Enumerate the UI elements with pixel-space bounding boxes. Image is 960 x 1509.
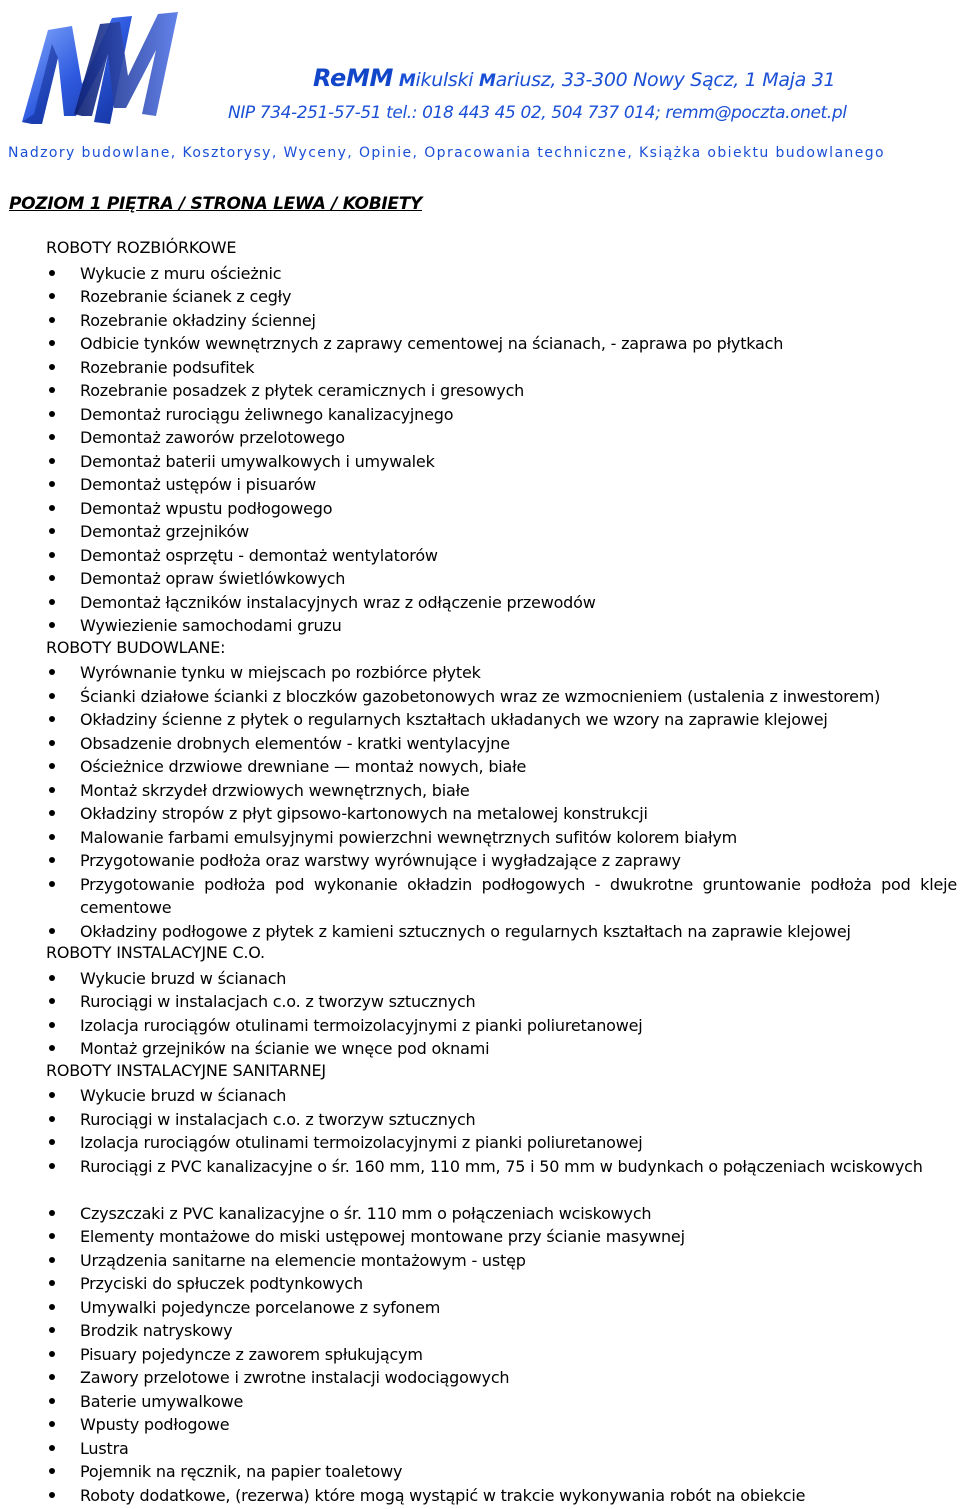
list-item-text: Przyciski do spłuczek podtynkowych <box>80 1274 363 1293</box>
bullet-icon <box>49 1022 55 1028</box>
list-item-text: Izolacja rurociągów otulinami termoizolacyjnymi z pianki poliuretanowej <box>80 1015 643 1035</box>
list-item-text: Wyrównanie tynku w miejscach po rozbiórce płytek <box>80 663 481 682</box>
bullet-icon <box>49 1139 55 1145</box>
list-item-text: Brodzik natryskowy <box>80 1321 233 1340</box>
list-item-text: Demontaż zaworów przelotowego <box>80 428 345 447</box>
list-item-text: Demontaż osprzętu - demontaż wentylatorów <box>80 545 438 565</box>
bullet-icon <box>49 669 55 675</box>
list-item-text: Montaż skrzydeł drzwiowych wewnętrznych, białe <box>80 780 470 800</box>
list-item-text: Wykucie bruzd w ścianach <box>80 1086 287 1105</box>
bullet-icon <box>49 763 55 769</box>
list-item-text: Rurociągi z PVC kanalizacyjne o śr. 160 mm, 110 mm, 75 i 50 mm w budynkach o połączeniach wciskowych <box>80 1156 923 1176</box>
list-item-text: Okładziny ścienne z płytek o regularnych kształtach układanych we wzory na zaprawie klejowej <box>80 710 828 729</box>
list-item-text: Demontaż wpustu podłogowego <box>80 498 333 518</box>
list-item-text: Wywiezienie samochodami gruzu <box>80 616 342 635</box>
list-item-text: Izolacja rurociągów otulinami termoizolacyjnymi z pianki poliuretanowej <box>80 1133 643 1152</box>
list-item-text: Pojemnik na ręcznik, na papier toaletowy <box>80 1462 403 1481</box>
list-item-text: Rozebranie okładziny ściennej <box>80 310 316 330</box>
bullet-icon <box>49 1233 55 1239</box>
bullet-icon <box>49 458 55 464</box>
bullet-icon <box>49 998 55 1004</box>
list-item-text: Wykucie bruzd w ścianach <box>80 968 287 988</box>
bullet-icon <box>49 1421 55 1427</box>
bullet-icon <box>49 1327 55 1333</box>
bullet-icon <box>49 1163 55 1169</box>
bullet-icon <box>49 1280 55 1286</box>
list-item-text: Urządzenia sanitarne na elemencie montażowym - ustęp <box>80 1250 526 1270</box>
list-item-text: Obsadzenie drobnych elementów - kratki wentylacyjne <box>80 733 510 753</box>
bullet-icon <box>49 716 55 722</box>
company-tagline: Nadzory budowlane, Kosztorysy, Wyceny, Opinie, Opracowania techniczne, Książka obiektu budowlanego <box>8 145 885 161</box>
bullet-icon <box>49 1304 55 1310</box>
list-item-text: Demontaż ustępów i pisuarów <box>80 475 317 494</box>
list-item-text: Demontaż baterii umywalkowych i umywalek <box>80 451 435 471</box>
company-name: ReMM Mikulski Mariusz, 33-300 Nowy Sącz, 1 Maja 31 <box>313 64 836 92</box>
list-item-text: Czyszczaki z PVC kanalizacyjne o śr. 110 mm o połączeniach wciskowych <box>80 1203 652 1223</box>
bullet-icon <box>49 505 55 511</box>
list-item-text: Demontaż opraw świetlówkowych <box>80 569 346 588</box>
list-item-text: Okładziny stropów z płyt gipsowo-kartonowych na metalowej konstrukcji <box>80 804 648 823</box>
bullet-icon <box>49 575 55 581</box>
bullet-icon <box>49 1445 55 1451</box>
bullet-icon <box>49 810 55 816</box>
list-item-text: Demontaż grzejników <box>80 522 250 541</box>
list-item-text: Malowanie farbami emulsyjnymi powierzchni wewnętrznych sufitów kolorem białym <box>80 827 737 847</box>
list-item-text: Przygotowanie podłoża oraz warstwy wyrównujące i wygładzające z zaprawy <box>80 851 681 870</box>
bullet-icon <box>49 693 55 699</box>
company-contact: NIP 734-251-57-51 tel.: 018 443 45 02, 504 737 014; remm@poczta.onet.pl <box>228 103 847 123</box>
bullet-icon <box>49 857 55 863</box>
list-item-text: Przygotowanie podłoża pod wykonanie okładzin podłogowych - dwukrotne gruntowanie podłoża pod kleje cementowe <box>80 874 957 917</box>
bullet-icon <box>49 1468 55 1474</box>
bullet-icon <box>49 881 55 887</box>
list-item-text: Okładziny podłogowe z płytek z kamieni sztucznych o regularnych kształtach na zaprawie klejowej <box>80 921 851 941</box>
section-title: ROBOTY INSTALACYJNE C.O. <box>46 943 265 962</box>
bullet-icon <box>49 340 55 346</box>
bullet-icon <box>49 364 55 370</box>
bullet-icon <box>49 1351 55 1357</box>
bullet-icon <box>49 1045 55 1051</box>
bullet-icon <box>49 740 55 746</box>
list-item-text: Ścianki działowe ścianki z bloczków gazobetonowych wraz ze wzmocnieniem (ustalenia z inwestorem) <box>80 686 881 706</box>
list-item-text: Rozebranie ścianek z cegły <box>80 287 292 306</box>
bullet-icon <box>49 434 55 440</box>
list-item-text: Umywalki pojedyncze porcelanowe z syfonem <box>80 1297 441 1317</box>
letterhead <box>0 0 960 170</box>
bullet-icon <box>49 411 55 417</box>
bullet-icon <box>49 317 55 323</box>
list-item-text: Rurociągi w instalacjach c.o. z tworzyw sztucznych <box>80 1109 476 1129</box>
section-title: ROBOTY INSTALACYJNE SANITARNEJ <box>46 1060 326 1080</box>
list-item-text: Roboty dodatkowe, (rezerwa) które mogą wystąpić w trakcie wykonywania robót na obiekcie <box>80 1485 806 1505</box>
company-logo <box>12 4 182 134</box>
bullet-icon <box>49 787 55 793</box>
bullet-icon <box>49 834 55 840</box>
bullet-icon <box>49 1210 55 1216</box>
bullet-icon <box>49 528 55 534</box>
bullet-icon <box>49 552 55 558</box>
bullet-icon <box>49 387 55 393</box>
section-title: ROBOTY BUDOWLANE: <box>46 637 226 657</box>
list-item-text: Wpusty podłogowe <box>80 1415 230 1434</box>
bullet-icon <box>49 975 55 981</box>
bullet-icon <box>49 1492 55 1498</box>
list-item-text: Rozebranie podsufitek <box>80 357 255 377</box>
bullet-icon <box>49 293 55 299</box>
bullet-icon <box>49 481 55 487</box>
list-item-text: Wykucie z muru ościeżnic <box>80 263 282 283</box>
bullet-icon <box>49 1398 55 1404</box>
list-item-text: Elementy montażowe do miski ustępowej montowane przy ścianie masywnej <box>80 1227 685 1246</box>
list-item-text: Rurociągi w instalacjach c.o. z tworzyw sztucznych <box>80 992 476 1011</box>
bullet-icon <box>49 599 55 605</box>
list-item-text: Ościeżnice drzwiowe drewniane — montaż nowych, białe <box>80 757 527 776</box>
list-item-text: Odbicie tynków wewnętrznych z zaprawy cementowej na ścianach, - zaprawa po płytkach <box>80 334 784 353</box>
list-item-text: Demontaż rurociągu żeliwnego kanalizacyjnego <box>80 404 454 424</box>
list-item-text: Zawory przelotowe i zwrotne instalacji wodociągowych <box>80 1368 510 1387</box>
bullet-icon <box>49 1374 55 1380</box>
list-item-text: Lustra <box>80 1438 129 1458</box>
list-item-text: Baterie umywalkowe <box>80 1391 244 1411</box>
list-item-text: Rozebranie posadzek z płytek ceramicznych i gresowych <box>80 381 525 400</box>
bullet-icon <box>49 928 55 934</box>
list-item-text: Pisuary pojedyncze z zaworem spłukującym <box>80 1344 423 1364</box>
section-title: ROBOTY ROZBIÓRKOWE <box>46 238 237 257</box>
bullet-icon <box>49 1257 55 1263</box>
bullet-icon <box>49 622 55 628</box>
list-item-text: Montaż grzejników na ścianie we wnęce pod oknami <box>80 1039 490 1058</box>
bullet-icon <box>49 1116 55 1122</box>
list-item-text: Demontaż łączników instalacyjnych wraz z odłączenie przewodów <box>80 592 596 612</box>
bullet-icon <box>49 270 55 276</box>
document-title: POZIOM 1 PIĘTRA / STRONA LEWA / KOBIETY <box>9 194 423 214</box>
bullet-icon <box>49 1092 55 1098</box>
